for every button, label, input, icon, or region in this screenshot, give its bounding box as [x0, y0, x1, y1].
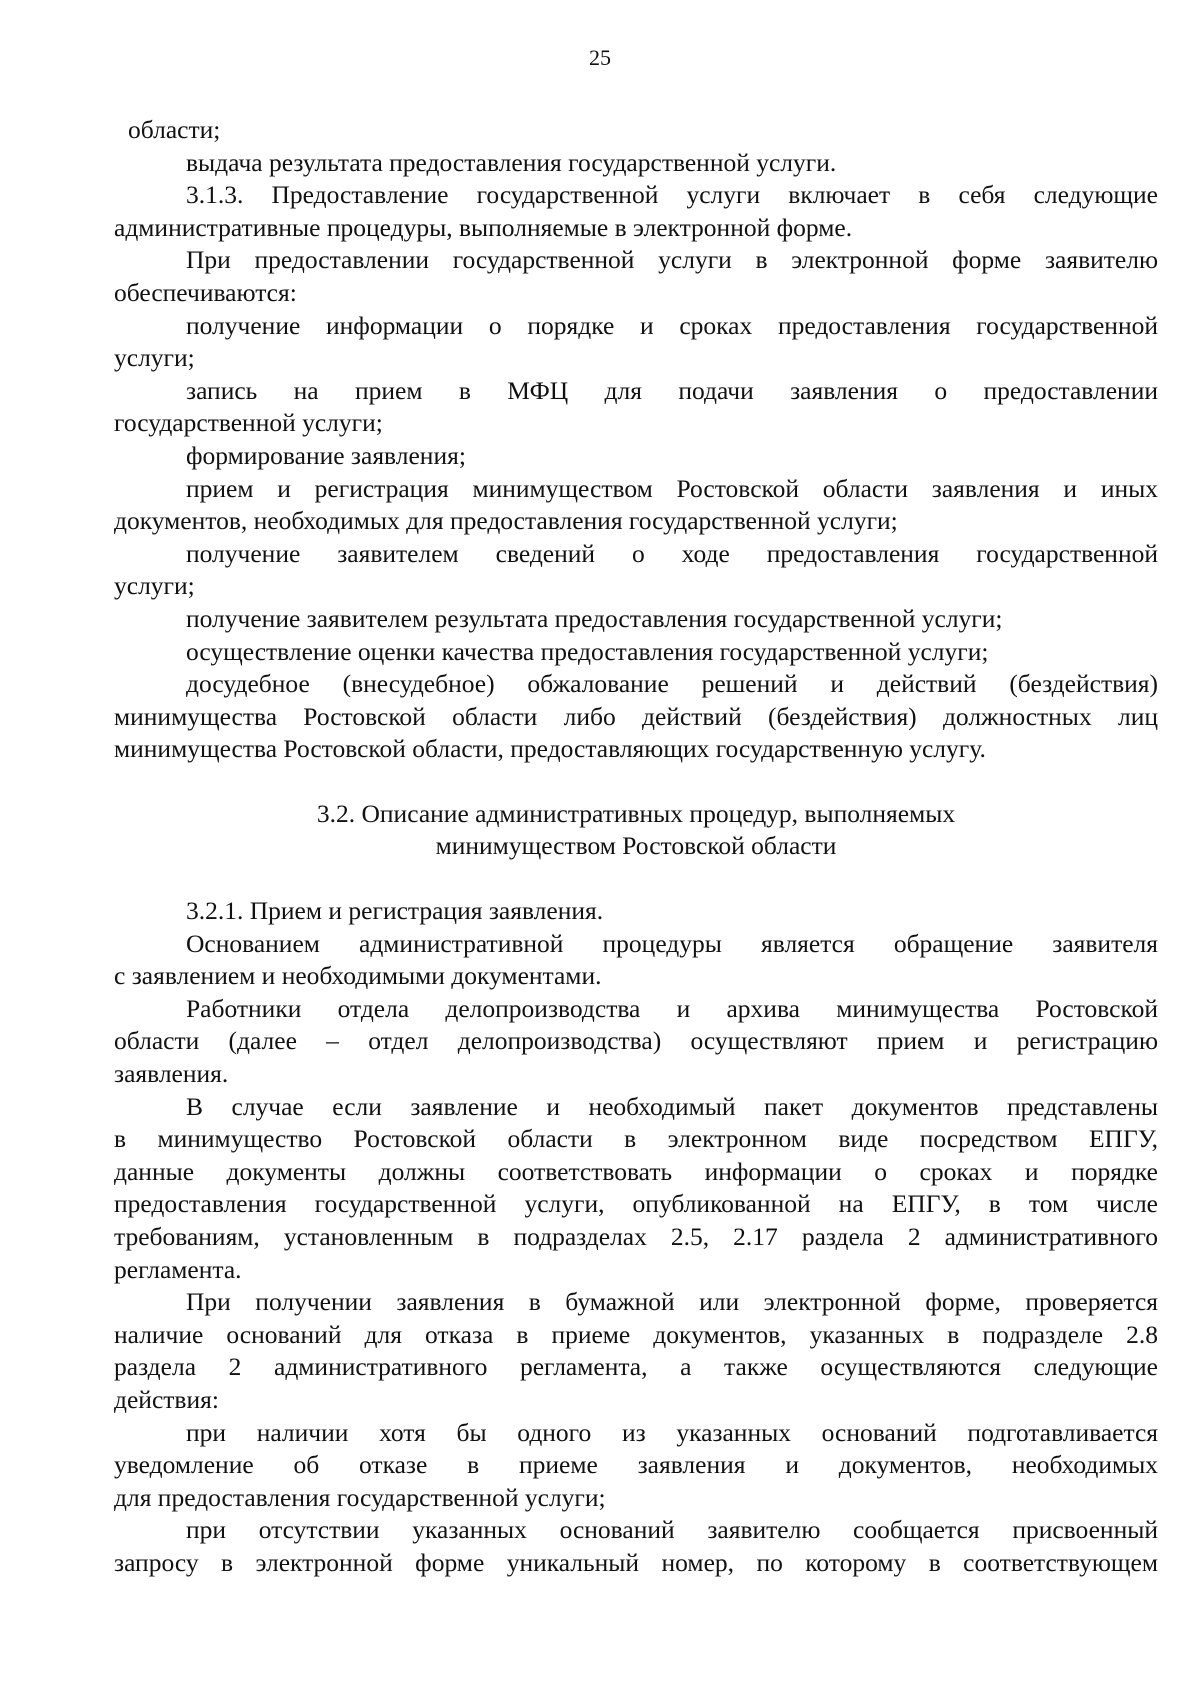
text-line: государственной услуги; — [114, 408, 383, 438]
text-line: получение информации о порядке и сроках предоставления государственной — [186, 310, 1158, 340]
text-line: осуществление оценки качества предоставления государственной услуги; — [186, 636, 989, 666]
text-line: При предоставлении государственной услуги в электронной форме заявителю — [186, 245, 1158, 275]
text-line: в минимущество Ростовской области в электронном виде посредством ЕПГУ, — [114, 1124, 1158, 1154]
text-line: заявления. — [114, 1059, 229, 1089]
text-line: запись на прием в МФЦ для подачи заявления о предоставлении — [186, 375, 1158, 405]
text-line: При получении заявления в бумажной или электронной форме, проверяется — [186, 1287, 1158, 1317]
text-line: минимущества Ростовской области, предоставляющих государственную услугу. — [114, 734, 986, 764]
text-line: документов, необходимых для предоставления государственной услуги; — [114, 506, 898, 536]
section-3-1-continuation — [114, 114, 1158, 766]
text-line: запросу в электронной форме уникальный номер, по которому в соответствующем — [114, 1547, 1158, 1577]
text-line: при наличии хотя бы одного из указанных оснований подготавливается — [186, 1417, 1158, 1447]
heading-line: 3.2. Описание административных процедур, выполняемых — [316, 798, 956, 828]
text-line: 3.2.1. Прием и регистрация заявления. — [186, 896, 604, 926]
text-line: данные документы должны соответствовать информации о сроках и порядке — [114, 1156, 1158, 1186]
text-line: услуги; — [114, 343, 195, 373]
text-line: действия: — [114, 1384, 219, 1414]
spacer — [114, 863, 1158, 895]
text-line: выдача результата предоставления государственной услуги. — [186, 147, 837, 177]
text-line: В случае если заявление и необходимый пакет документов представлены — [186, 1091, 1158, 1121]
text-line: получение заявителем сведений о ходе предоставления государственной — [186, 538, 1158, 568]
text-line: с заявлением и необходимыми документами. — [114, 961, 602, 991]
text-line: Работники отдела делопроизводства и архива минимущества Ростовской — [186, 993, 1158, 1023]
text-line: предоставления государственной услуги, опубликованной на ЕПГУ, в том числе — [114, 1189, 1158, 1219]
text-line: для предоставления государственной услуги; — [114, 1482, 606, 1512]
heading-line: минимуществом Ростовской области — [435, 831, 837, 861]
text-line: наличие оснований для отказа в приеме документов, указанных в подразделе 2.8 — [114, 1319, 1158, 1349]
text-line: уведомление об отказе в приеме заявления и документов, необходимых — [114, 1450, 1158, 1480]
text-line: при отсутствии указанных оснований заявителю сообщается присвоенный — [186, 1515, 1158, 1545]
page-number: 25 — [589, 45, 611, 70]
section-heading-3-2 — [114, 798, 1158, 863]
text-line: регламента. — [114, 1254, 242, 1284]
text-line: услуги; — [114, 571, 195, 601]
text-line: получение заявителем результата предоставления государственной услуги; — [186, 603, 1003, 633]
text-line: минимущества Ростовской области либо действий (бездействия) должностных лиц — [114, 701, 1158, 731]
text-line: административные процедуры, выполняемые в электронной форме. — [114, 212, 853, 242]
text-line: требованиям, установленным в подразделах 2.5, 2.17 раздела 2 административного — [114, 1222, 1158, 1251]
section-3-2-1-body — [114, 895, 1158, 1579]
spacer — [114, 766, 1158, 798]
text-line: 3.1.3. Предоставление государственной услуги включает в себя следующие — [186, 180, 1158, 210]
text-line: обеспечиваются: — [114, 277, 297, 307]
text-line: Основанием административной процедуры является обращение заявителя — [186, 928, 1158, 958]
text-line: прием и регистрация минимуществом Ростовской области заявления и иных — [186, 473, 1158, 503]
text-line: раздела 2 административного регламента, а также осуществляются следующие — [114, 1352, 1158, 1382]
text-line: досудебное (внесудебное) обжалование решений и действий (бездействия) — [186, 669, 1158, 699]
text-line: области; — [128, 115, 221, 144]
text-line: формирование заявления; — [186, 440, 466, 470]
text-line: области (далее – отдел делопроизводства) осуществляют прием и регистрацию — [114, 1026, 1158, 1056]
